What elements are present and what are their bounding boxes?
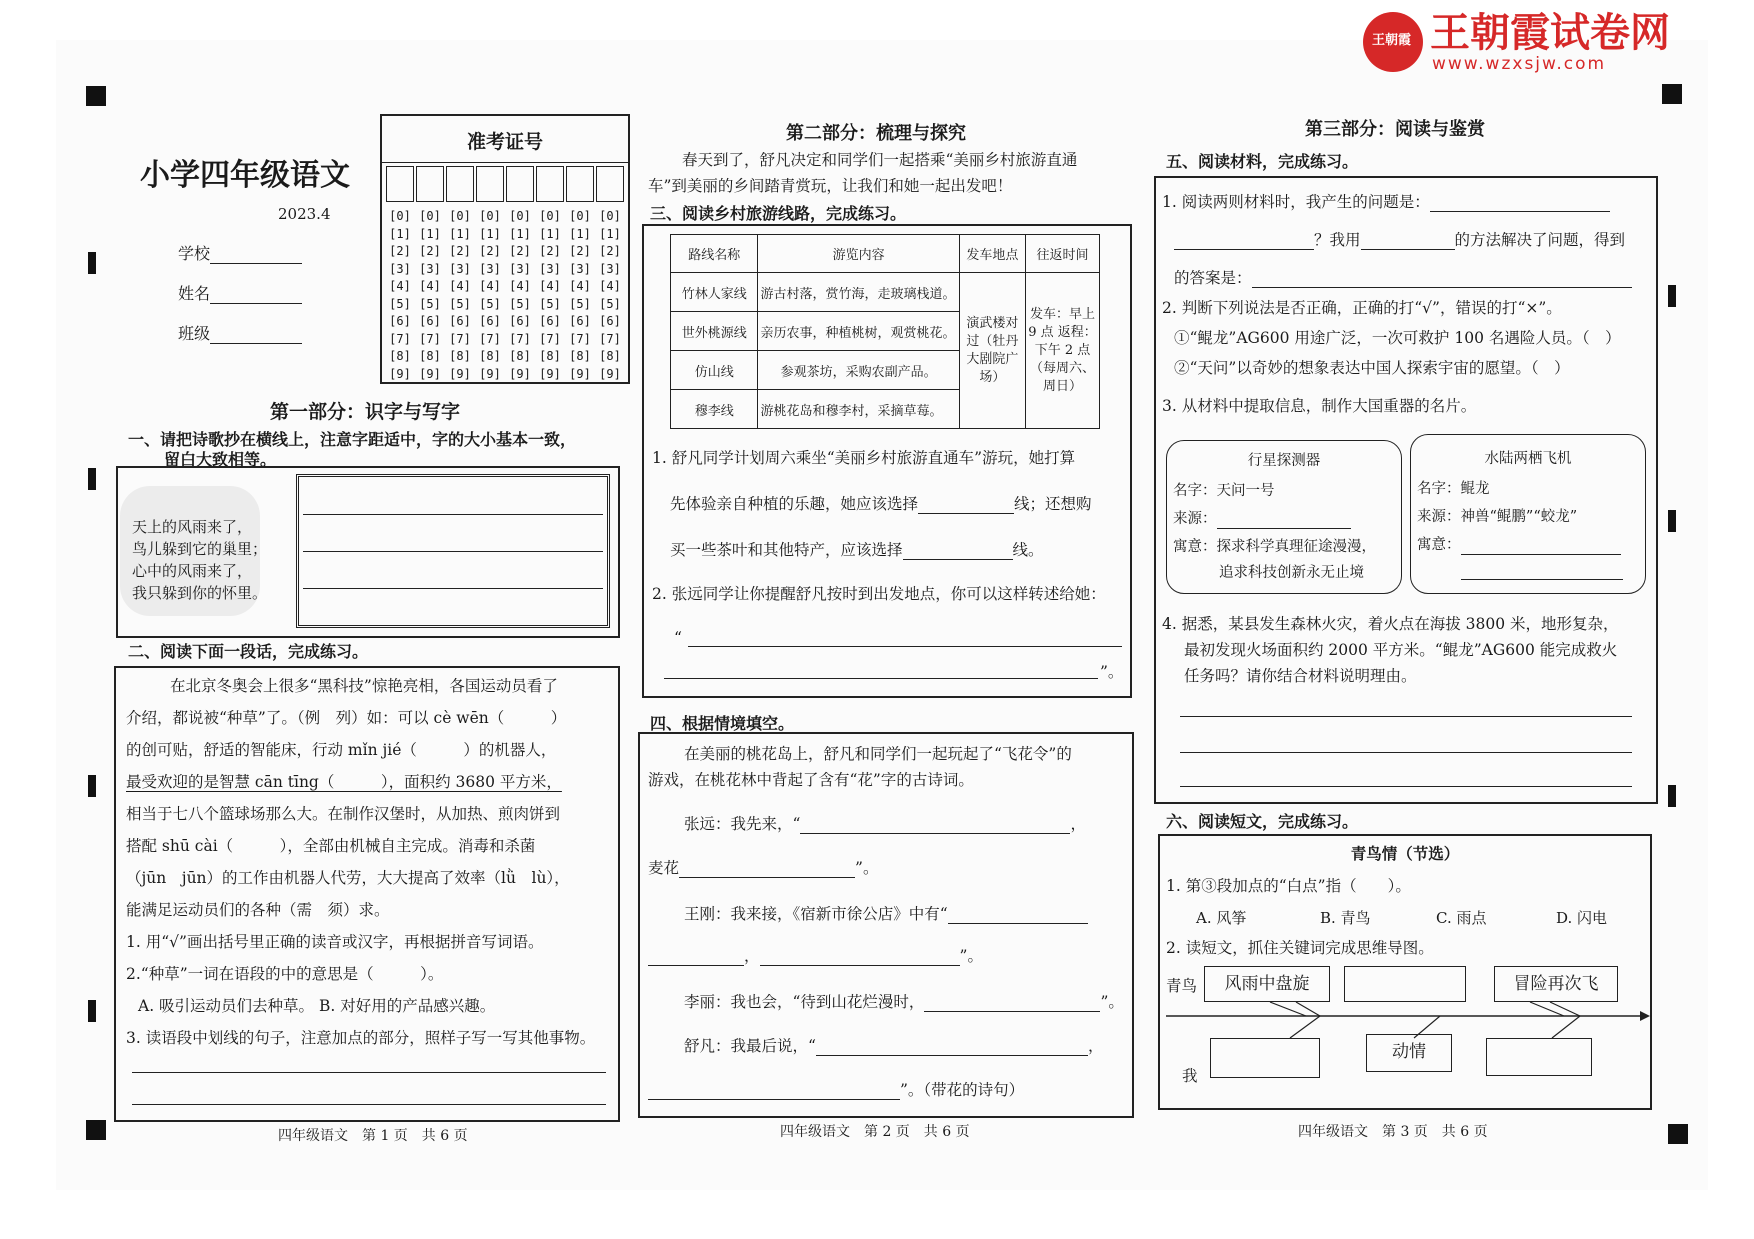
table-header: 路线名称 — [671, 235, 758, 273]
q4-intro: 游戏，在桃花林中背起了含有“花”字的古诗词。 — [648, 771, 974, 789]
exam-id-digit-column[interactable] — [446, 208, 474, 383]
q3-sub1-line2: 先体验亲自种植的乐趣，她应该选择 线；还想购 — [670, 495, 1092, 513]
answer-blank[interactable] — [1361, 233, 1455, 250]
exam-id-write-cell[interactable] — [386, 166, 414, 202]
lili-line: 李丽：我也会，“待到山花烂漫时， ”。 — [684, 993, 1124, 1011]
answer-line[interactable] — [132, 1072, 606, 1073]
digit-bubble[interactable]: [8] — [569, 349, 591, 363]
digit-bubble[interactable]: [3] — [569, 261, 591, 276]
answer-blank[interactable] — [948, 907, 1088, 924]
digit-bubble[interactable]: [8] — [419, 349, 441, 363]
q6-heading: 六、阅读短文，完成练习。 — [1166, 812, 1359, 831]
digit-bubble[interactable]: [9] — [509, 366, 531, 381]
digit-bubble[interactable]: [5] — [419, 296, 441, 311]
route-content: 亲历农事，种植桃树，观赏桃花。 — [758, 312, 959, 351]
digit-bubble[interactable]: [2] — [389, 244, 411, 258]
route-name: 穆李线 — [671, 390, 758, 429]
digit-bubble[interactable]: [2] — [449, 244, 471, 258]
q3-sub1: 1. 舒凡同学计划周六乘坐“美丽乡村旅游直通车”游玩，她打算 — [652, 449, 1076, 467]
digit-bubble[interactable]: [2] — [569, 244, 591, 258]
q5-s1: 1. 阅读两则材料时，我产生的问题是： — [1162, 192, 1610, 212]
q3-heading: 三、阅读乡村旅游线路，完成练习。 — [650, 204, 907, 223]
exam-id-digit-column[interactable] — [386, 208, 414, 383]
q5-s1-line3: 的答案是： — [1174, 268, 1632, 288]
digit-bubble[interactable]: [5] — [539, 296, 561, 311]
passage-line: 能满足运动员们的各种（需 须）求。 — [126, 901, 390, 919]
map-box-3: 冒险再次飞 — [1494, 966, 1618, 1002]
part2-title: 第二部分：梳理与探究 — [786, 123, 966, 144]
q3-sub1-line3: 买一些茶叶和其他特产，应该选择 线。 — [670, 541, 1044, 559]
exam-id-bubbles[interactable] — [386, 208, 626, 384]
card-source: 来源： — [1173, 509, 1351, 529]
digit-bubble[interactable]: [0] — [599, 209, 621, 223]
route-content: 游桃花岛和穆李村，采摘草莓。 — [758, 390, 959, 429]
answer-blank[interactable] — [648, 949, 744, 966]
timing-mark — [88, 468, 96, 490]
digit-bubble[interactable]: [7] — [419, 331, 441, 346]
digit-bubble[interactable]: [9] — [479, 366, 501, 381]
route-name: 仿山线 — [671, 351, 758, 390]
digit-bubble[interactable]: [0] — [389, 209, 411, 223]
q3-sub2: 2. 张远同学让你提醒舒凡按时到出发地点，你可以这样转述给她： — [652, 585, 1106, 603]
exam-id-digit-column[interactable] — [506, 208, 534, 383]
exam-id-write-cell[interactable] — [536, 166, 564, 202]
digit-bubble[interactable]: [0] — [449, 209, 471, 223]
map-label-me: 我 — [1182, 1067, 1198, 1085]
wanggang-line: 王刚：我来接，《宿新市徐公店》中有“ — [684, 904, 1088, 924]
q5-s1-line2: ？我用 的方法解决了问题，得到 — [1174, 230, 1625, 250]
digit-bubble[interactable]: [0] — [569, 209, 591, 223]
zhangyuan-line: 张远：我先来，“ ， — [684, 815, 1086, 833]
digit-bubble[interactable]: [5] — [569, 296, 591, 311]
q5-s2: 2. 判断下列说法是否正确，正确的打“√”，错误的打“×”。 — [1162, 299, 1562, 317]
q2-heading: 二、阅读下面一段话，完成练习。 — [128, 642, 369, 661]
digit-bubble[interactable]: [2] — [419, 244, 441, 258]
digit-bubble[interactable]: [5] — [479, 296, 501, 311]
route-name: 竹林人家线 — [671, 273, 758, 312]
digit-bubble[interactable]: [1] — [389, 226, 411, 241]
table-header: 发车地点 — [959, 235, 1025, 273]
digit-bubble[interactable]: [4] — [479, 279, 501, 293]
passage-line: 相当于七八个篮球场那么大。在制作汉堡时，从加热、煎肉饼到 — [126, 805, 561, 823]
q4-intro: 在美丽的桃花岛上，舒凡和同学们一起玩起了“飞花令”的 — [684, 745, 1072, 763]
field-school[interactable]: 学校 — [178, 244, 302, 264]
digit-bubble[interactable]: [6] — [569, 314, 591, 328]
exam-id-digit-column[interactable] — [476, 208, 504, 383]
digit-bubble[interactable]: [7] — [449, 331, 471, 346]
answer-blank[interactable] — [648, 1083, 900, 1100]
card-meaning-cont: 追求科技创新永无止境 — [1219, 565, 1364, 581]
answer-line[interactable] — [688, 646, 1122, 647]
digit-bubble[interactable]: [1] — [539, 226, 561, 241]
card-source: 来源：神兽“鲲鹏”“蛟龙” — [1417, 509, 1578, 525]
card-amphibious-plane — [1410, 434, 1646, 594]
brand-badge-icon: 王朝霞 — [1363, 12, 1423, 72]
mind-map — [1160, 966, 1650, 1106]
timing-mark — [1668, 785, 1676, 807]
poem-copy-area — [116, 466, 620, 638]
digit-bubble[interactable]: [8] — [509, 349, 531, 363]
digit-bubble[interactable]: [5] — [449, 296, 471, 311]
exam-id-digit-column[interactable] — [566, 208, 594, 383]
digit-bubble[interactable]: [1] — [599, 226, 621, 241]
answer-line[interactable] — [1461, 579, 1623, 580]
poem-writing-lines[interactable] — [296, 474, 610, 628]
map-box-4[interactable] — [1210, 1038, 1320, 1078]
digit-bubble[interactable]: [0] — [419, 209, 441, 223]
card-meaning: 寓意：探求科学真理征途漫漫， — [1173, 539, 1376, 555]
maihua-line: 麦花 ”。 — [648, 859, 879, 877]
digit-bubble[interactable]: [8] — [479, 349, 501, 363]
digit-bubble[interactable]: [3] — [449, 261, 471, 276]
digit-bubble[interactable]: [3] — [539, 261, 561, 276]
option-c[interactable]: C. 雨点 — [1436, 909, 1487, 927]
digit-bubble[interactable]: [9] — [599, 366, 621, 381]
q6-s1: 1. 第③段加点的“白点”指（ ）。 — [1166, 877, 1411, 895]
timing-mark — [1668, 510, 1676, 532]
shufan-line2: ”。（带花的诗句） — [648, 1080, 1024, 1100]
digit-bubble[interactable]: [7] — [389, 331, 411, 346]
route-table — [670, 234, 1100, 429]
card-name: 名字：鲲龙 — [1417, 481, 1490, 497]
q5-s2b: ②“天问”以奇妙的想象表达中国人探索宇宙的愿望。（ ） — [1174, 359, 1570, 377]
map-box-6[interactable] — [1486, 1038, 1592, 1076]
digit-bubble[interactable]: [9] — [449, 366, 471, 381]
route-name: 世外桃源线 — [671, 312, 758, 351]
digit-bubble[interactable]: [0] — [509, 209, 531, 223]
exam-id-write-cell[interactable] — [506, 166, 534, 202]
digit-bubble[interactable]: [6] — [539, 314, 561, 328]
digit-bubble[interactable]: [4] — [569, 279, 591, 293]
q5-s3: 3. 从材料中提取信息，制作大国重器的名片。 — [1162, 397, 1477, 415]
passage-line: （jūn jūn）的工作由机器人代劳，大大提高了效率（lǜ lù）， — [126, 869, 570, 887]
digit-bubble[interactable]: [7] — [509, 331, 531, 346]
shufan-line: 舒凡：我最后说，“ ， — [684, 1037, 1104, 1055]
departure-station: 演武楼对过（牡丹大剧院广场） — [959, 273, 1025, 429]
digit-bubble[interactable]: [5] — [389, 296, 411, 311]
q5-s4: 最初发现火场面积约 2000 平方米。“鲲龙”AG600 能完成救火 — [1184, 641, 1618, 659]
wanggang-line2: ， ”。 — [648, 946, 983, 966]
digit-bubble[interactable]: [0] — [479, 209, 501, 223]
registration-mark — [1668, 1124, 1688, 1144]
answer-blank[interactable] — [918, 497, 1014, 514]
answer-blank[interactable] — [1430, 195, 1610, 212]
card-name: 名字：天问一号 — [1173, 483, 1275, 499]
card-title: 水陆两栖飞机 — [1484, 451, 1572, 467]
answer-blank[interactable] — [903, 543, 1013, 560]
digit-bubble[interactable]: [1] — [419, 226, 441, 241]
answer-blank[interactable] — [679, 861, 855, 878]
answer-line[interactable] — [132, 1104, 606, 1105]
answer-line[interactable] — [1180, 786, 1632, 787]
table-header: 往返时间 — [1025, 235, 1099, 273]
map-box-5: 动情 — [1366, 1034, 1452, 1072]
digit-bubble[interactable]: [3] — [389, 261, 411, 276]
answer-blank[interactable] — [1461, 538, 1621, 555]
answer-blank[interactable] — [1174, 233, 1314, 250]
digit-bubble[interactable]: [9] — [389, 366, 411, 381]
registration-mark — [1662, 84, 1682, 104]
q1-heading: 一、请把诗歌抄在横线上，注意字距适中，字的大小基本一致， — [128, 430, 577, 449]
exam-id-write-cell[interactable] — [566, 166, 594, 202]
digit-bubble[interactable]: [0] — [539, 209, 561, 223]
digit-bubble[interactable]: [4] — [539, 279, 561, 293]
passage-line: 的创可贴，舒适的智能床，行动 mǐn jié（ ）的机器人， — [126, 741, 557, 759]
digit-bubble[interactable]: [7] — [599, 331, 621, 346]
timing-mark — [88, 252, 96, 274]
option-a[interactable]: A. 风筝 — [1196, 909, 1247, 927]
part2-intro: 车”到美丽的乡间踏青赏玩，让我们和她一起出发吧！ — [648, 177, 1013, 195]
digit-bubble[interactable]: [4] — [419, 279, 441, 293]
exam-id-digit-column[interactable] — [536, 208, 564, 383]
digit-bubble[interactable]: [7] — [479, 331, 501, 346]
digit-bubble[interactable]: [2] — [539, 244, 561, 258]
exam-id-label: 准考证号 — [466, 131, 543, 153]
answer-line[interactable] — [1180, 752, 1632, 753]
q5-s2a: ①“鲲龙”AG600 用途广泛，一次可救护 100 名遇险人员。（ ） — [1174, 329, 1621, 347]
digit-bubble[interactable]: [2] — [509, 244, 531, 258]
digit-bubble[interactable]: [2] — [479, 244, 501, 258]
digit-bubble[interactable]: [5] — [599, 296, 621, 311]
sub-question-1: 1. 用“√”画出括号里正确的读音或汉字，再根据拼音写词语。 — [126, 933, 544, 951]
digit-bubble[interactable]: [4] — [449, 279, 471, 293]
digit-bubble[interactable]: [8] — [539, 349, 561, 363]
card-planet-probe — [1166, 440, 1402, 594]
table-header: 游览内容 — [758, 235, 959, 273]
article-title: 青鸟情（节选） — [1350, 844, 1460, 863]
answer-blank[interactable] — [1217, 512, 1351, 529]
digit-bubble[interactable]: [8] — [599, 349, 621, 363]
digit-bubble[interactable]: [8] — [449, 349, 471, 363]
sub-question-2: 2.“种草”一词在语段的中的意思是（ ）。 — [126, 965, 444, 983]
brand-url: www.wzxsjw.com — [1432, 54, 1607, 74]
passage-line: 搭配 shū cài（ ），全部由机械自主完成。消毒和杀菌 — [126, 837, 536, 855]
card-meaning: 寓意： — [1417, 535, 1621, 555]
brand-logo-text: 王朝霞试卷网 — [1430, 10, 1670, 56]
page-footer: 四年级语文 第 2 页 共 6 页 — [780, 1124, 970, 1140]
digit-bubble[interactable]: [1] — [569, 226, 591, 241]
exam-id-digit-column[interactable] — [596, 208, 624, 383]
digit-bubble[interactable]: [7] — [539, 331, 561, 346]
digit-bubble[interactable]: [2] — [599, 244, 621, 258]
digit-bubble[interactable]: [6] — [389, 314, 411, 328]
exam-id-write-cell[interactable] — [476, 166, 504, 202]
passage-line: 介绍，都说被“种草”了。（例 列）如：可以 cè wēn（ ） — [126, 709, 567, 727]
map-box-2[interactable] — [1344, 966, 1466, 1002]
q5-s4: 4. 据悉，某县发生森林火灾，着火点在海拔 3800 米，地形复杂， — [1162, 615, 1619, 633]
exam-date: 2023.4 — [278, 205, 331, 223]
round-trip-time: 发车：早上 9 点 返程：下午 2 点（每周六、周日） — [1025, 273, 1099, 429]
digit-bubble[interactable]: [4] — [509, 279, 531, 293]
exam-id-write-cells[interactable] — [386, 166, 626, 202]
poem-line: 我只躲到你的怀里。 — [132, 584, 268, 602]
field-name[interactable]: 姓名 — [178, 284, 302, 304]
q5-s4: 任务吗？请你结合材料说明理由。 — [1184, 667, 1417, 685]
digit-bubble[interactable]: [1] — [479, 226, 501, 241]
digit-bubble[interactable]: [3] — [419, 261, 441, 276]
q6-s2: 2. 读短文，抓住关键词完成思维导图。 — [1166, 939, 1434, 957]
route-content: 参观茶坊，采购农副产品。 — [758, 351, 959, 390]
field-class[interactable]: 班级 — [178, 324, 302, 344]
digit-bubble[interactable]: [9] — [419, 366, 441, 381]
exam-id-write-cell[interactable] — [416, 166, 444, 202]
timing-mark — [88, 1000, 96, 1022]
sub-question-3: 3. 读语段中划线的句子，注意加点的部分，照样子写一写其他事物。 — [126, 1029, 596, 1047]
exam-id-write-cell[interactable] — [596, 166, 624, 202]
digit-bubble[interactable]: [6] — [509, 314, 531, 328]
q5-heading: 五、阅读材料，完成练习。 — [1166, 152, 1359, 171]
poem-line: 心中的风雨来了， — [132, 562, 253, 580]
digit-bubble[interactable]: [6] — [449, 314, 471, 328]
map-box-1: 风雨中盘旋 — [1204, 966, 1330, 1002]
digit-bubble[interactable]: [3] — [509, 261, 531, 276]
map-label-qingniao: 青鸟 — [1166, 977, 1198, 995]
digit-bubble[interactable]: [1] — [509, 226, 531, 241]
q3-box: 路线名称 游览内容 发车地点 往返时间 竹林人家线 游古村落，赏竹海，走玻璃栈道。 演武楼对过（牡丹大剧院广场） 发车：早上 9 点 返程：下午 2 点（每周六、周日） 世外桃源线 亲历农事，种植桃树，观赏桃花。 仿山线 参观茶坊，采购农副产品。 穆李线 游桃花岛和穆李村，采摘草莓。 1. 舒凡同学计划周六乘坐“美丽乡村旅游直通车”游玩，她打算 先体验亲自种植的乐趣，她应该选择 线；还想购 买一些茶叶和其他特产，应该选择 线。 2. 张远同学让你提醒舒凡按时到出发地点，你可以这样转述给她： “ ”。 — [642, 224, 1132, 698]
answer-line[interactable] — [1180, 716, 1632, 717]
digit-bubble[interactable]: [6] — [479, 314, 501, 328]
exam-id-digit-column[interactable] — [416, 208, 444, 383]
page-footer: 四年级语文 第 3 页 共 6 页 — [1298, 1124, 1488, 1140]
q5-box — [1154, 176, 1658, 804]
exam-id-grid[interactable] — [380, 114, 630, 384]
sub-question-2-options: A. 吸引运动员们去种草。 B. 对好用的产品感兴趣。 — [138, 997, 496, 1015]
digit-bubble[interactable]: [6] — [599, 314, 621, 328]
digit-bubble[interactable]: [9] — [569, 366, 591, 381]
underlined-sentence: 最受欢迎的是智慧 cān tīng（ ），面积约 3680 平方米， — [126, 773, 562, 791]
q4-heading: 四、根据情境填空。 — [650, 714, 795, 733]
answer-blank[interactable] — [800, 817, 1070, 834]
digit-bubble[interactable]: [4] — [599, 279, 621, 293]
registration-mark — [86, 1120, 106, 1140]
passage-line: 在北京冬奥会上很多“黑科技”惊艳亮相，各国运动员看了 — [170, 677, 558, 695]
exam-title: 小学四年级语文 — [140, 158, 350, 193]
part1-title: 第一部分：识字与写字 — [270, 401, 461, 423]
digit-bubble[interactable]: [4] — [389, 279, 411, 293]
poem-line: 鸟儿躲到它的巢里； — [132, 540, 268, 558]
q4-box — [638, 732, 1134, 1118]
option-d[interactable]: D. 闪电 — [1556, 909, 1608, 927]
digit-bubble[interactable]: [5] — [509, 296, 531, 311]
q2-box — [114, 666, 620, 1122]
registration-mark — [86, 86, 106, 106]
timing-mark — [1668, 285, 1676, 307]
q6-box — [1158, 834, 1652, 1110]
part2-intro: 春天到了，舒凡决定和同学们一起搭乘“美丽乡村旅游直通 — [682, 151, 1078, 169]
digit-bubble[interactable]: [7] — [569, 331, 591, 346]
answer-blank[interactable] — [924, 995, 1100, 1012]
q1-heading-cont: 留白大致相等。 — [164, 450, 277, 469]
timing-mark — [88, 775, 96, 797]
page-footer: 四年级语文 第 1 页 共 6 页 — [278, 1128, 468, 1144]
option-b[interactable]: B. 青鸟 — [1320, 909, 1371, 927]
digit-bubble[interactable]: [3] — [599, 261, 621, 276]
exam-id-write-cell[interactable] — [446, 166, 474, 202]
digit-bubble[interactable]: [3] — [479, 261, 501, 276]
card-title: 行星探测器 — [1247, 453, 1321, 469]
digit-bubble[interactable]: [1] — [449, 226, 471, 241]
answer-line[interactable] — [664, 678, 1098, 679]
poem-line: 天上的风雨来了， — [132, 518, 253, 536]
part3-title: 第三部分：阅读与鉴赏 — [1305, 119, 1485, 140]
digit-bubble[interactable]: [6] — [419, 314, 441, 328]
answer-blank[interactable] — [760, 949, 960, 966]
answer-blank[interactable] — [816, 1039, 1088, 1056]
answer-blank[interactable] — [1252, 271, 1632, 288]
digit-bubble[interactable]: [8] — [389, 349, 411, 363]
route-content: 游古村落，赏竹海，走玻璃栈道。 — [758, 273, 959, 312]
digit-bubble[interactable]: [9] — [539, 366, 561, 381]
